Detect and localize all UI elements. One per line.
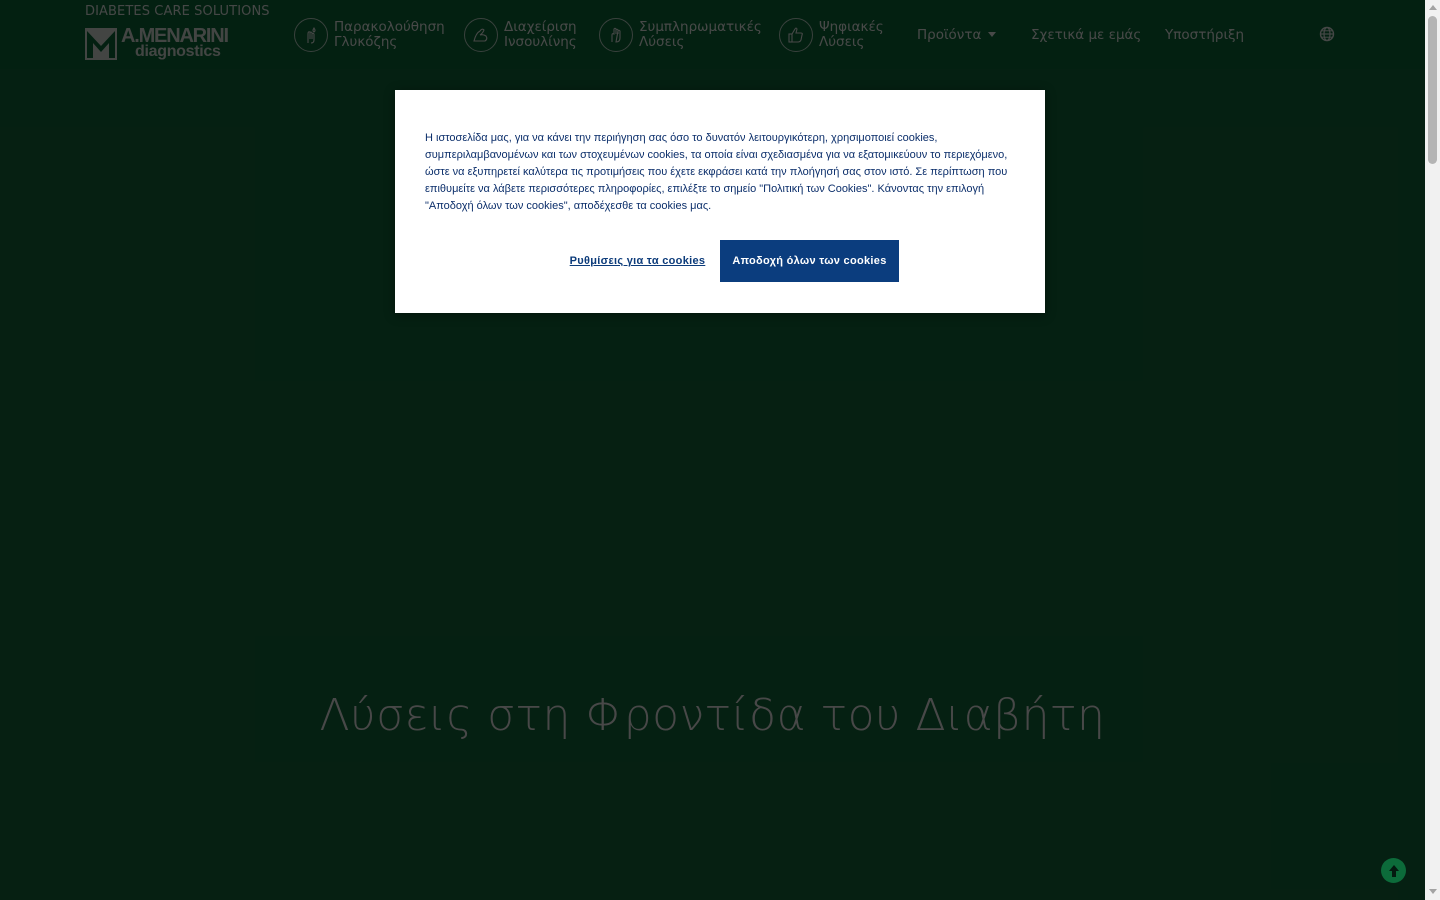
scroll-down-arrow-icon[interactable] xyxy=(1429,889,1437,894)
page-scrollbar[interactable] xyxy=(1425,0,1440,900)
cookie-consent-text: Η ιστοσελίδα μας, για να κάνει την περιήγηση σας όσο το δυνατόν λειτουργικότερη, χρησιμοποιεί cookies, συμπεριλαμβανομένων και των στοχευμένων cookies, τα οποία είναι σχεδιασμένα για να εξατομικεύουν το περιεχόμενο, ώστε να εξυπηρετεί καλύτερα τις προτιμήσεις που έχετε εκφράσει κατά την πλοήγησή σας στον ιστό. Σε περίπτωση που επιθυμείτε να λάβετε περισσότερες πληροφορίες, επιλέξτε το σημείο "Πολιτική των Cookies". Κάνοντας την επιλογή "Αποδοχή όλων των cookies", αποδέχεσθε τα cookies μας. xyxy=(425,132,1008,212)
scrollbar-thumb[interactable] xyxy=(1428,16,1437,164)
arrow-up-icon xyxy=(1385,862,1403,880)
cookie-settings-link[interactable]: Ρυθμίσεις για τα cookies xyxy=(569,255,706,267)
scroll-to-top-button[interactable] xyxy=(1381,858,1406,883)
scroll-up-arrow-icon[interactable] xyxy=(1429,5,1437,10)
cookie-consent-dialog xyxy=(395,90,1045,313)
accept-all-cookies-button[interactable]: Αποδοχή όλων των cookies xyxy=(720,240,899,282)
